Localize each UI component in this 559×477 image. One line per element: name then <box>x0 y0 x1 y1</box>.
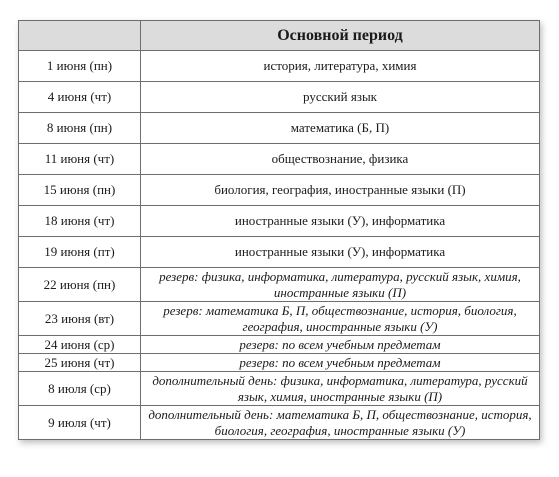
table-row <box>19 268 540 302</box>
exam-date-cell: 9 июля (чт) <box>19 406 141 440</box>
exam-subjects-cell: резерв: математика Б, П, обществознание, история, биология, география, иностранные языки (У) <box>141 302 540 336</box>
table-row <box>19 302 540 336</box>
exam-date-cell: 15 июня (пн) <box>19 175 141 206</box>
header-period-title: Основной период <box>141 21 540 51</box>
table-row <box>19 51 540 82</box>
table-row <box>19 113 540 144</box>
exam-date-cell: 8 июля (ср) <box>19 372 141 406</box>
header-date-cell <box>19 21 141 51</box>
table-row <box>19 206 540 237</box>
exam-date-cell: 1 июня (пн) <box>19 51 141 82</box>
table-row <box>19 144 540 175</box>
table-row <box>19 175 540 206</box>
exam-date-cell: 19 июня (пт) <box>19 237 141 268</box>
exam-subjects-cell: резерв: по всем учебным предметам <box>141 336 540 354</box>
exam-subjects-cell: иностранные языки (У), информатика <box>141 206 540 237</box>
exam-date-cell: 22 июня (пн) <box>19 268 141 302</box>
exam-subjects-cell: русский язык <box>141 82 540 113</box>
table-row <box>19 406 540 440</box>
exam-subjects-cell: дополнительный день: математика Б, П, обществознание, история, биология, география, иностранные языки (У) <box>141 406 540 440</box>
table-row <box>19 82 540 113</box>
table-row <box>19 237 540 268</box>
exam-subjects-cell: обществознание, физика <box>141 144 540 175</box>
exam-date-cell: 18 июня (чт) <box>19 206 141 237</box>
exam-subjects-cell: иностранные языки (У), информатика <box>141 237 540 268</box>
exam-date-cell: 11 июня (чт) <box>19 144 141 175</box>
exam-date-cell: 24 июня (ср) <box>19 336 141 354</box>
exam-subjects-cell: дополнительный день: физика, информатика, литература, русский язык, химия, иностранные языки (П) <box>141 372 540 406</box>
exam-date-cell: 4 июня (чт) <box>19 82 141 113</box>
table-row <box>19 372 540 406</box>
exam-subjects-cell: история, литература, химия <box>141 51 540 82</box>
exam-date-cell: 23 июня (вт) <box>19 302 141 336</box>
table-header-row <box>19 21 540 51</box>
table-row <box>19 354 540 372</box>
exam-subjects-cell: резерв: по всем учебным предметам <box>141 354 540 372</box>
exam-date-cell: 8 июня (пн) <box>19 113 141 144</box>
table-body <box>19 51 540 440</box>
exam-schedule-table <box>18 20 540 440</box>
table-row <box>19 336 540 354</box>
exam-subjects-cell: резерв: физика, информатика, литература, русский язык, химия, иностранные языки (П) <box>141 268 540 302</box>
exam-subjects-cell: математика (Б, П) <box>141 113 540 144</box>
exam-date-cell: 25 июня (чт) <box>19 354 141 372</box>
exam-subjects-cell: биология, география, иностранные языки (П) <box>141 175 540 206</box>
